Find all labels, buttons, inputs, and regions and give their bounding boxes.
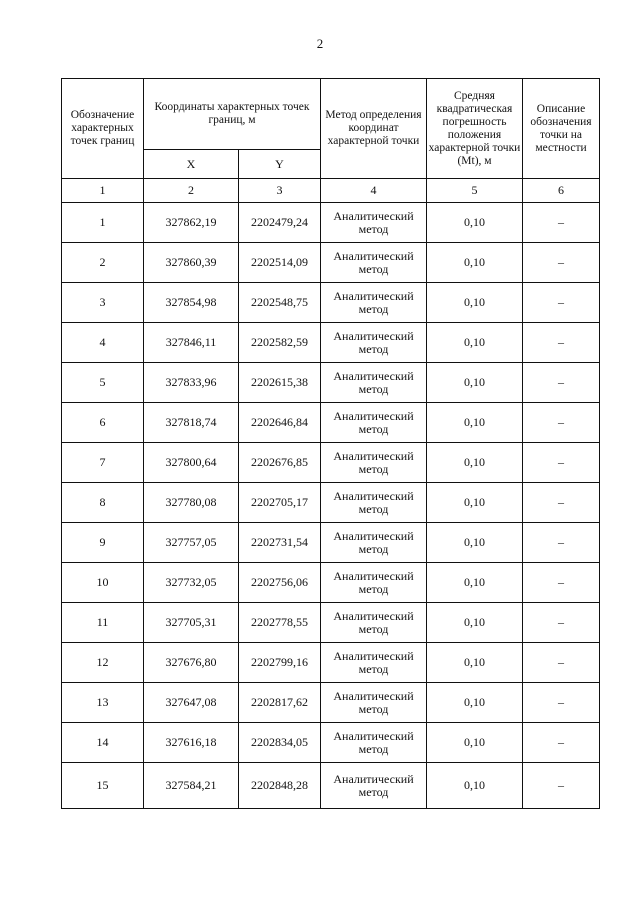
y-coordinate-cell: 2202731,54 [239, 523, 321, 563]
x-coordinate-cell: 327732,05 [144, 563, 239, 603]
table-header-row [62, 79, 600, 150]
error-cell: 0,10 [427, 283, 523, 323]
point-id-cell: 12 [62, 643, 144, 683]
error-cell: 0,10 [427, 643, 523, 683]
x-coordinate-cell: 327854,98 [144, 283, 239, 323]
point-id-cell: 2 [62, 243, 144, 283]
description-cell: – [523, 243, 600, 283]
point-id-cell: 9 [62, 523, 144, 563]
description-cell: – [523, 483, 600, 523]
method-cell: Аналитический метод [321, 363, 427, 403]
error-cell: 0,10 [427, 363, 523, 403]
method-cell: Аналитический метод [321, 723, 427, 763]
description-cell: – [523, 323, 600, 363]
point-id-cell: 3 [62, 283, 144, 323]
description-cell: – [523, 523, 600, 563]
method-cell: Аналитический метод [321, 283, 427, 323]
table-row [62, 723, 600, 763]
boundary-points-table [61, 78, 600, 809]
x-coordinate-cell: 327780,08 [144, 483, 239, 523]
error-cell: 0,10 [427, 443, 523, 483]
x-coordinate-cell: 327800,64 [144, 443, 239, 483]
description-cell: – [523, 763, 600, 809]
error-cell: 0,10 [427, 683, 523, 723]
point-id-cell: 5 [62, 363, 144, 403]
point-id-cell: 7 [62, 443, 144, 483]
x-coordinate-cell: 327833,96 [144, 363, 239, 403]
header-point-designation: Обозначение характерных точек границ [62, 79, 144, 179]
y-coordinate-cell: 2202778,55 [239, 603, 321, 643]
header-description: Описание обозначения точки на местности [523, 79, 600, 179]
description-cell: – [523, 563, 600, 603]
x-coordinate-cell: 327846,11 [144, 323, 239, 363]
table-row [62, 203, 600, 243]
x-coordinate-cell: 327584,21 [144, 763, 239, 809]
error-cell: 0,10 [427, 563, 523, 603]
y-coordinate-cell: 2202548,75 [239, 283, 321, 323]
column-number: 4 [321, 179, 427, 203]
method-cell: Аналитический метод [321, 683, 427, 723]
description-cell: – [523, 683, 600, 723]
description-cell: – [523, 363, 600, 403]
description-cell: – [523, 403, 600, 443]
method-cell: Аналитический метод [321, 603, 427, 643]
y-coordinate-cell: 2202514,09 [239, 243, 321, 283]
error-cell: 0,10 [427, 203, 523, 243]
table-row [62, 563, 600, 603]
header-method: Метод определения координат характерной точки [321, 79, 427, 179]
description-cell: – [523, 443, 600, 483]
table-row [62, 363, 600, 403]
header-y: Y [239, 150, 321, 179]
point-id-cell: 14 [62, 723, 144, 763]
table-row [62, 443, 600, 483]
error-cell: 0,10 [427, 763, 523, 809]
column-number: 1 [62, 179, 144, 203]
method-cell: Аналитический метод [321, 403, 427, 443]
x-coordinate-cell: 327647,08 [144, 683, 239, 723]
method-cell: Аналитический метод [321, 643, 427, 683]
point-id-cell: 8 [62, 483, 144, 523]
column-number: 2 [144, 179, 239, 203]
point-id-cell: 10 [62, 563, 144, 603]
description-cell: – [523, 203, 600, 243]
header-coordinates: Координаты характерных точек границ, м [144, 79, 321, 150]
page-number: 2 [316, 36, 324, 51]
table-row [62, 683, 600, 723]
error-cell: 0,10 [427, 243, 523, 283]
method-cell: Аналитический метод [321, 323, 427, 363]
y-coordinate-cell: 2202705,17 [239, 483, 321, 523]
table-row [62, 523, 600, 563]
y-coordinate-cell: 2202615,38 [239, 363, 321, 403]
table-row [62, 283, 600, 323]
error-cell: 0,10 [427, 523, 523, 563]
table-row [62, 763, 600, 809]
column-number: 5 [427, 179, 523, 203]
column-number: 6 [523, 179, 600, 203]
column-number-row [62, 179, 600, 203]
method-cell: Аналитический метод [321, 243, 427, 283]
description-cell: – [523, 603, 600, 643]
header-x: X [144, 150, 239, 179]
table-row [62, 403, 600, 443]
method-cell: Аналитический метод [321, 483, 427, 523]
x-coordinate-cell: 327862,19 [144, 203, 239, 243]
point-id-cell: 11 [62, 603, 144, 643]
description-cell: – [523, 283, 600, 323]
point-id-cell: 13 [62, 683, 144, 723]
method-cell: Аналитический метод [321, 443, 427, 483]
method-cell: Аналитический метод [321, 523, 427, 563]
point-id-cell: 6 [62, 403, 144, 443]
description-cell: – [523, 723, 600, 763]
column-number: 3 [239, 179, 321, 203]
method-cell: Аналитический метод [321, 563, 427, 603]
error-cell: 0,10 [427, 723, 523, 763]
point-id-cell: 1 [62, 203, 144, 243]
method-cell: Аналитический метод [321, 203, 427, 243]
method-cell: Аналитический метод [321, 763, 427, 809]
table-row [62, 323, 600, 363]
point-id-cell: 15 [62, 763, 144, 809]
x-coordinate-cell: 327818,74 [144, 403, 239, 443]
y-coordinate-cell: 2202848,28 [239, 763, 321, 809]
y-coordinate-cell: 2202756,06 [239, 563, 321, 603]
error-cell: 0,10 [427, 323, 523, 363]
x-coordinate-cell: 327676,80 [144, 643, 239, 683]
x-coordinate-cell: 327616,18 [144, 723, 239, 763]
table-row [62, 243, 600, 283]
y-coordinate-cell: 2202582,59 [239, 323, 321, 363]
y-coordinate-cell: 2202676,85 [239, 443, 321, 483]
y-coordinate-cell: 2202834,05 [239, 723, 321, 763]
table-row [62, 603, 600, 643]
x-coordinate-cell: 327860,39 [144, 243, 239, 283]
header-error: Средняя квадратическая погрешность положения характерной точки (Mt), м [427, 79, 523, 179]
x-coordinate-cell: 327757,05 [144, 523, 239, 563]
error-cell: 0,10 [427, 403, 523, 443]
y-coordinate-cell: 2202479,24 [239, 203, 321, 243]
y-coordinate-cell: 2202817,62 [239, 683, 321, 723]
description-cell: – [523, 643, 600, 683]
point-id-cell: 4 [62, 323, 144, 363]
y-coordinate-cell: 2202799,16 [239, 643, 321, 683]
y-coordinate-cell: 2202646,84 [239, 403, 321, 443]
table-row [62, 483, 600, 523]
table-row [62, 643, 600, 683]
x-coordinate-cell: 327705,31 [144, 603, 239, 643]
error-cell: 0,10 [427, 603, 523, 643]
error-cell: 0,10 [427, 483, 523, 523]
